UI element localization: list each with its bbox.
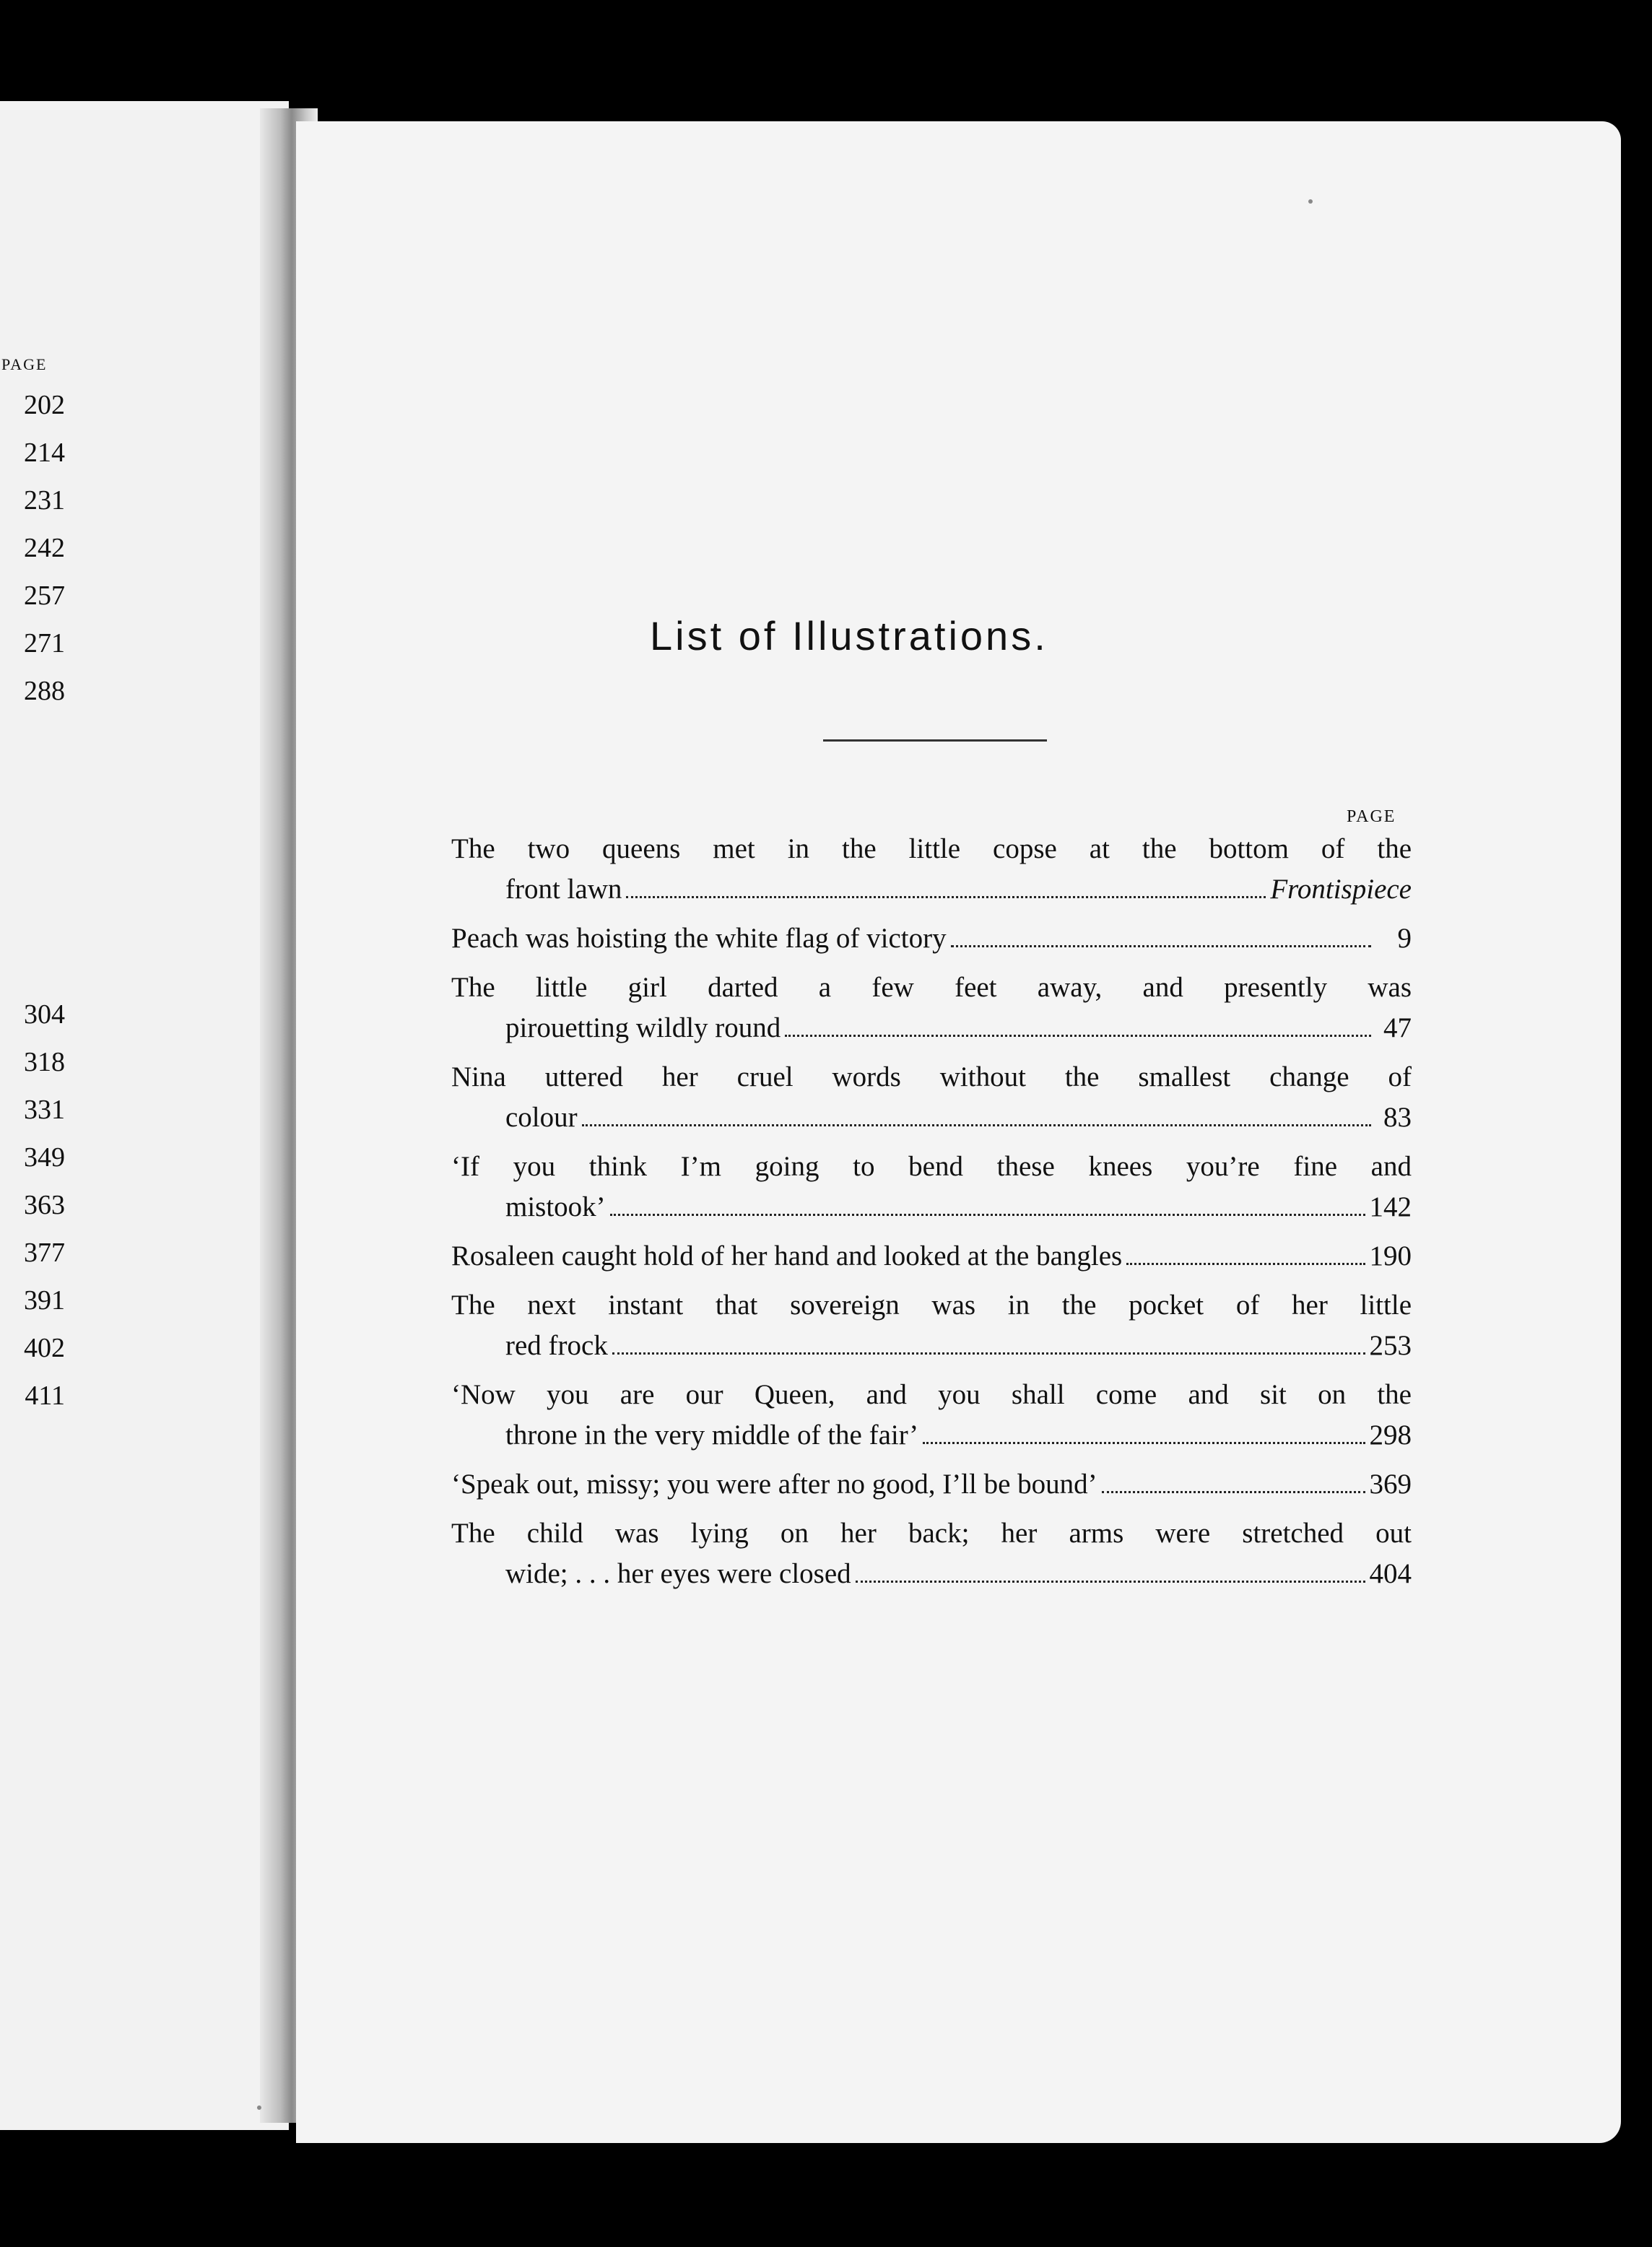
dot-leader [785, 1035, 1371, 1037]
entry-caption-line1: The child was lying on her back; her arms were stretched out [451, 1518, 1412, 1549]
dot-leader [626, 896, 1266, 898]
page-number: 271 [24, 628, 65, 659]
scan-speck [1308, 199, 1313, 204]
entry-caption-line2: throne in the very middle of the fair’ [505, 1420, 919, 1451]
page-number: 304 [24, 999, 65, 1030]
list-item [451, 1513, 1412, 1594]
entry-caption-row [451, 1236, 1412, 1277]
list-item [451, 1147, 1412, 1227]
entry-caption: ‘Speak out, missy; you were after no good, I’ll be bound’ [451, 1469, 1097, 1500]
previous-page-numbers-bottom [0, 991, 65, 1420]
page-column-label: PAGE [1347, 807, 1396, 826]
entry-caption-line1: ‘If you think I’m going to bend these knees you’re fine and [451, 1151, 1412, 1182]
list-item [451, 829, 1412, 910]
dot-leader [582, 1124, 1371, 1126]
list-item [451, 1285, 1412, 1366]
previous-page [0, 101, 289, 2130]
dot-leader [856, 1581, 1365, 1583]
dot-leader [951, 945, 1371, 947]
entry-page: 369 [1369, 1469, 1412, 1500]
page-number: 402 [24, 1333, 65, 1363]
page-number: 331 [24, 1095, 65, 1125]
entry-page: 190 [1369, 1240, 1412, 1272]
page-number: 214 [24, 438, 65, 468]
scan-speck [257, 2105, 261, 2110]
list-item [451, 1464, 1412, 1505]
dot-leader [610, 1214, 1365, 1216]
entry-caption-line1: Nina uttered her cruel words without the smallest change of [451, 1061, 1412, 1092]
entry-caption-line2: red frock [505, 1330, 608, 1361]
entry-page: 142 [1369, 1191, 1412, 1222]
list-of-illustrations-page [296, 121, 1621, 2143]
page-number: 202 [24, 390, 65, 420]
entry-caption-line1: The little girl darted a few feet away, and presently was [451, 972, 1412, 1003]
entry-caption-line2-row [451, 1415, 1412, 1456]
entry-caption-line2-row [451, 1008, 1412, 1048]
entry-caption-line2-row [451, 1326, 1412, 1366]
page-number: 377 [24, 1238, 65, 1268]
page-number: 363 [24, 1190, 65, 1220]
entry-caption: Rosaleen caught hold of her hand and looked at the bangles [451, 1240, 1123, 1272]
list-item [451, 1236, 1412, 1277]
page-number: 231 [24, 485, 65, 516]
entry-caption-line1: The next instant that sovereign was in the pocket of her little [451, 1290, 1412, 1321]
entry-page: 47 [1383, 1012, 1412, 1043]
dot-leader [1126, 1263, 1365, 1265]
page-number: 349 [24, 1142, 65, 1173]
entry-page: 298 [1369, 1420, 1412, 1451]
entry-page: 253 [1369, 1330, 1412, 1361]
list-item [451, 918, 1412, 959]
page-number: 318 [24, 1047, 65, 1077]
entry-page: 9 [1397, 923, 1412, 954]
entry-caption-row [451, 1464, 1412, 1505]
entry-page: 83 [1383, 1102, 1412, 1133]
entry-page: Frontispiece [1270, 874, 1412, 905]
entry-caption-line1: The two queens met in the little copse at the bottom of the [451, 833, 1412, 864]
entry-caption: Peach was hoisting the white flag of victory [451, 923, 947, 954]
dot-leader [923, 1442, 1365, 1444]
list-item [451, 1057, 1412, 1138]
entry-caption-row [451, 918, 1412, 959]
page-title: List of Illustrations. [650, 613, 1048, 659]
page-number: 391 [24, 1285, 65, 1316]
page-number: 257 [24, 581, 65, 611]
entry-caption-line1: ‘Now you are our Queen, and you shall come and sit on the [451, 1379, 1412, 1410]
entry-caption-line2: front lawn [505, 874, 622, 905]
entry-caption-line2-row [451, 869, 1412, 910]
entry-caption-line2-row [451, 1187, 1412, 1227]
list-item [451, 968, 1412, 1048]
entry-caption-line2: wide; . . . her eyes were closed [505, 1558, 851, 1589]
entry-caption-line2: pirouetting wildly round [505, 1012, 781, 1043]
list-item [451, 1375, 1412, 1456]
title-divider [823, 739, 1047, 742]
entry-caption-line2: colour [505, 1102, 578, 1133]
previous-page-numbers-top [0, 381, 65, 715]
entry-page: 404 [1369, 1558, 1412, 1589]
dot-leader [612, 1352, 1365, 1355]
page-number: 411 [25, 1381, 65, 1411]
previous-page-column-label: PAGE [1, 355, 48, 373]
entry-caption-line2: mistook’ [505, 1191, 606, 1222]
page-number: 288 [24, 676, 65, 706]
dot-leader [1102, 1491, 1365, 1493]
entry-caption-line2-row [451, 1098, 1412, 1138]
page-number: 242 [24, 533, 65, 563]
entry-caption-line2-row [451, 1554, 1412, 1594]
illustrations-list [451, 829, 1412, 1603]
